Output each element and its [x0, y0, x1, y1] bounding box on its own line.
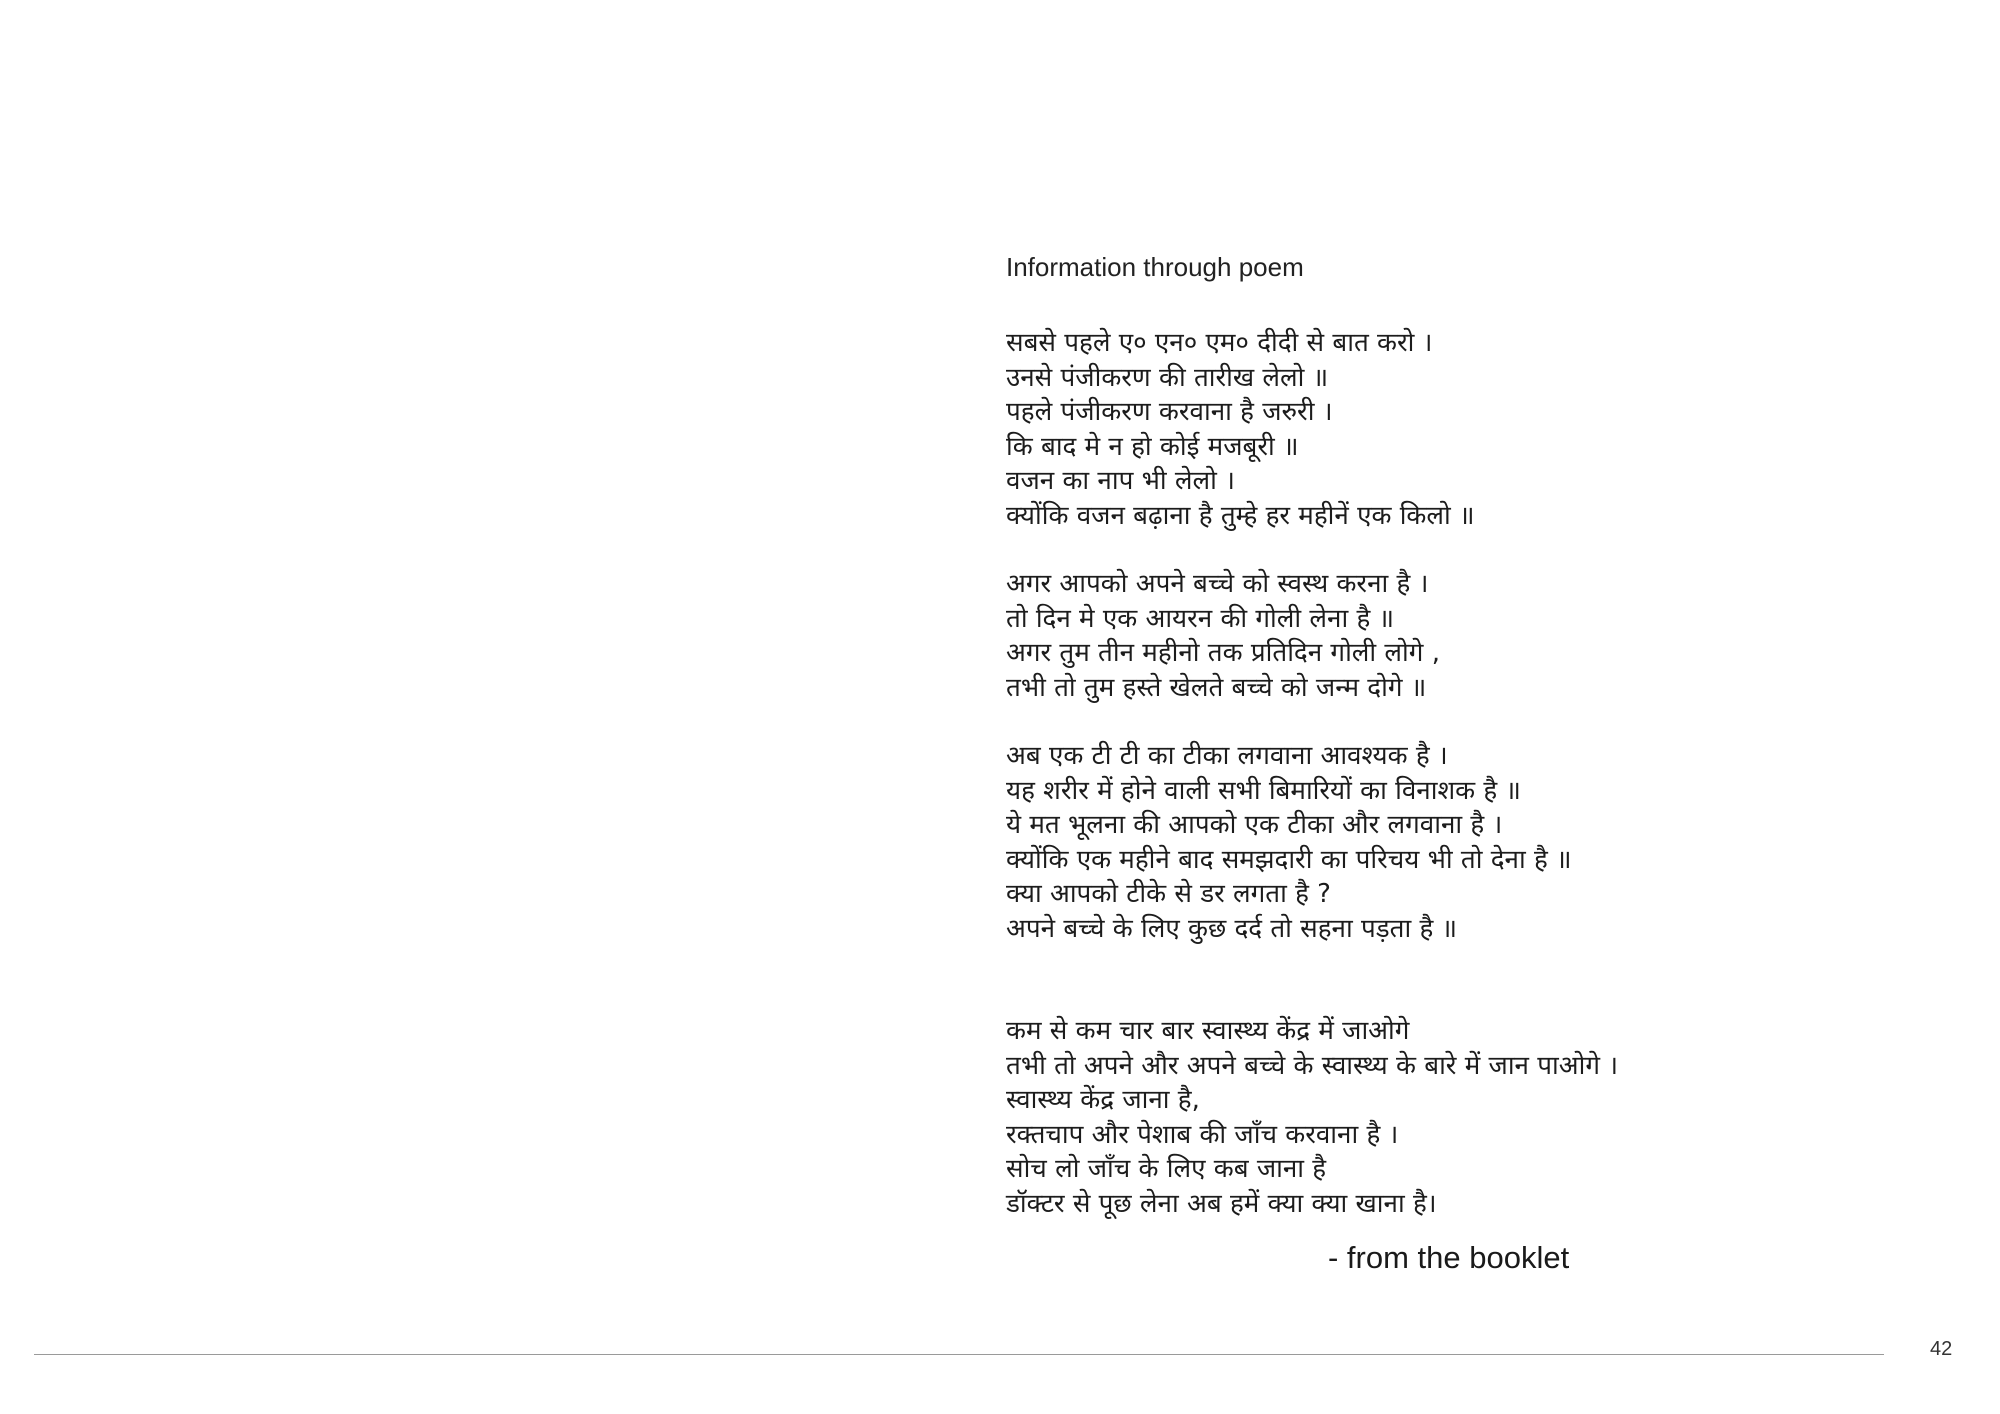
section-heading: Information through poem — [1006, 252, 1304, 282]
page-number: 42 — [1930, 1338, 1953, 1360]
poem-line: ये मत भूलना की आपको एक टीका और लगवाना है । — [1006, 810, 1503, 840]
poem-line: यह शरीर में होने वाली सभी बिमारियों का विनाशक है ॥ — [1006, 775, 1522, 806]
poem-stanza-3 — [1006, 739, 1966, 946]
poem-line: अगर आपको अपने बच्चे को स्वस्थ करना है । — [1006, 569, 1429, 599]
poem-line: अब एक टी टी का टीका लगवाना आवश्यक है । — [1006, 741, 1448, 771]
poem-line: कम से कम चार बार स्वास्थ्य केंद्र में जाओगे — [1006, 1016, 1410, 1046]
poem-line: उनसे पंजीकरण की तारीख लेलो ॥ — [1006, 362, 1329, 393]
poem-stanza-4 — [1006, 1014, 1966, 1221]
poem-line: पहले पंजीकरण करवाना है जरुरी । — [1006, 397, 1333, 427]
poem-line: अगर तुम तीन महीनो तक प्रतिदिन गोली लोगे , — [1006, 638, 1440, 668]
poem-line: डॉक्टर से पूछ लेना अब हमें क्या क्या खाना है। — [1006, 1188, 1437, 1219]
poem-line: स्वास्थ्य केंद्र जाना है, — [1006, 1085, 1200, 1115]
poem-line: सोच लो जाँच के लिए कब जाना है — [1006, 1154, 1327, 1184]
poem-line: सबसे पहले ए० एन० एम० दीदी से बात करो । — [1006, 328, 1433, 358]
poem-line: कि बाद मे न हो कोई मजबूरी ॥ — [1006, 431, 1299, 462]
poem-stanza-1 — [1006, 326, 1966, 533]
footer-divider — [34, 1354, 1884, 1355]
source-attribution: - from the booklet — [1328, 1240, 1570, 1275]
poem-line: रक्तचाप और पेशाब की जाँच करवाना है । — [1006, 1119, 1399, 1150]
poem-line: तो दिन मे एक आयरन की गोली लेना है ॥ — [1006, 603, 1395, 634]
poem-block — [1006, 250, 1966, 1221]
poem-line: अपने बच्चे के लिए कुछ दर्द तो सहना पड़ता है ॥ — [1006, 913, 1458, 944]
poem-stanza-2 — [1006, 567, 1966, 705]
poem-line: तभी तो अपने और अपने बच्चे के स्वास्थ्य के बारे में जान पाओगे । — [1006, 1050, 1619, 1081]
poem-line: क्या आपको टीके से डर लगता है ? — [1006, 879, 1331, 909]
poem-line: वजन का नाप भी लेलो । — [1006, 466, 1235, 496]
poem-line: तभी तो तुम हस्ते खेलते बच्चे को जन्म दोगे ॥ — [1006, 672, 1427, 703]
poem-line: क्योंकि एक महीने बाद समझदारी का परिचय भी तो देना है ॥ — [1006, 844, 1572, 875]
poem-line: क्योंकि वजन बढ़ाना है तुम्हे हर महीनें एक किलो ॥ — [1006, 500, 1475, 531]
